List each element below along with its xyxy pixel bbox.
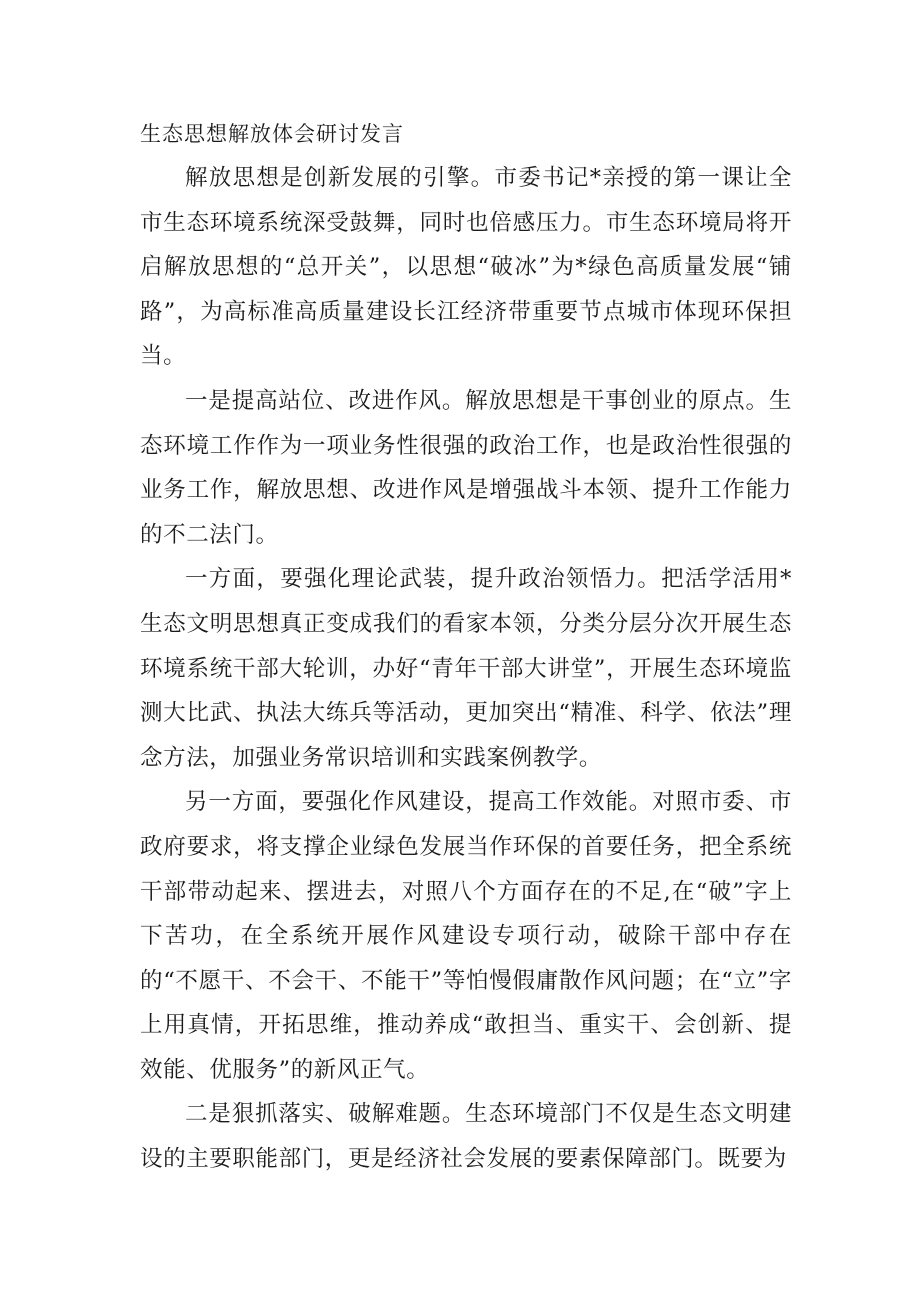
paragraph-aspect-two: 另一方面，要强化作风建设，提高工作效能。对照市委、市政府要求，将支撑企业绿色发展当作环保的首要任务，把全系统干部带动起来、摆进去，对照八个方面存在的不足,在“破”字上下苦功，在全系统开展作风建设专项行动，破除干部中存在的“不愿干、不会干、不能干”等怕慢假庸散作风问题；在“立”字上用真情，开拓思维，推动养成“敢担当、重实干、会创新、提效能、优服务”的新风正气。	[140, 789, 792, 1083]
paragraph-intro: 解放思想是创新发展的引擎。市委书记*亲授的第一课让全市生态环境系统深受鼓舞，同时也倍感压力。市生态环境局将开启解放思想的“总开关”，以思想“破冰”为*绿色高质量发展“铺路”，为高标准高质量建设长江经济带重要节点城市体现环保担当。	[140, 165, 792, 370]
paragraph-point-one: 一是提高站位、改进作风。解放思想是干事创业的原点。生态环境工作作为一项业务性很强的政治工作，也是政治性很强的业务工作，解放思想、改进作风是增强战斗本领、提升工作能力的不二法门。	[140, 387, 792, 548]
paragraph-aspect-one: 一方面，要强化理论武装，提升政治领悟力。把活学活用*生态文明思想真正变成我们的看家本领，分类分层分次开展生态环境系统干部大轮训，办好“青年干部大讲堂”，开展生态环境监测大比武、执法大练兵等活动，更加突出“精准、科学、依法”理念方法，加强业务常识培训和实践案例教学。	[140, 566, 792, 771]
document-title: 生态思想解放体会研讨发言	[140, 122, 404, 146]
document-body	[140, 112, 792, 1182]
paragraph-point-two: 二是狠抓落实、破解难题。生态环境部门不仅是生态文明建设的主要职能部门，更是经济社会发展的要素保障部门。既要为	[140, 1101, 792, 1173]
